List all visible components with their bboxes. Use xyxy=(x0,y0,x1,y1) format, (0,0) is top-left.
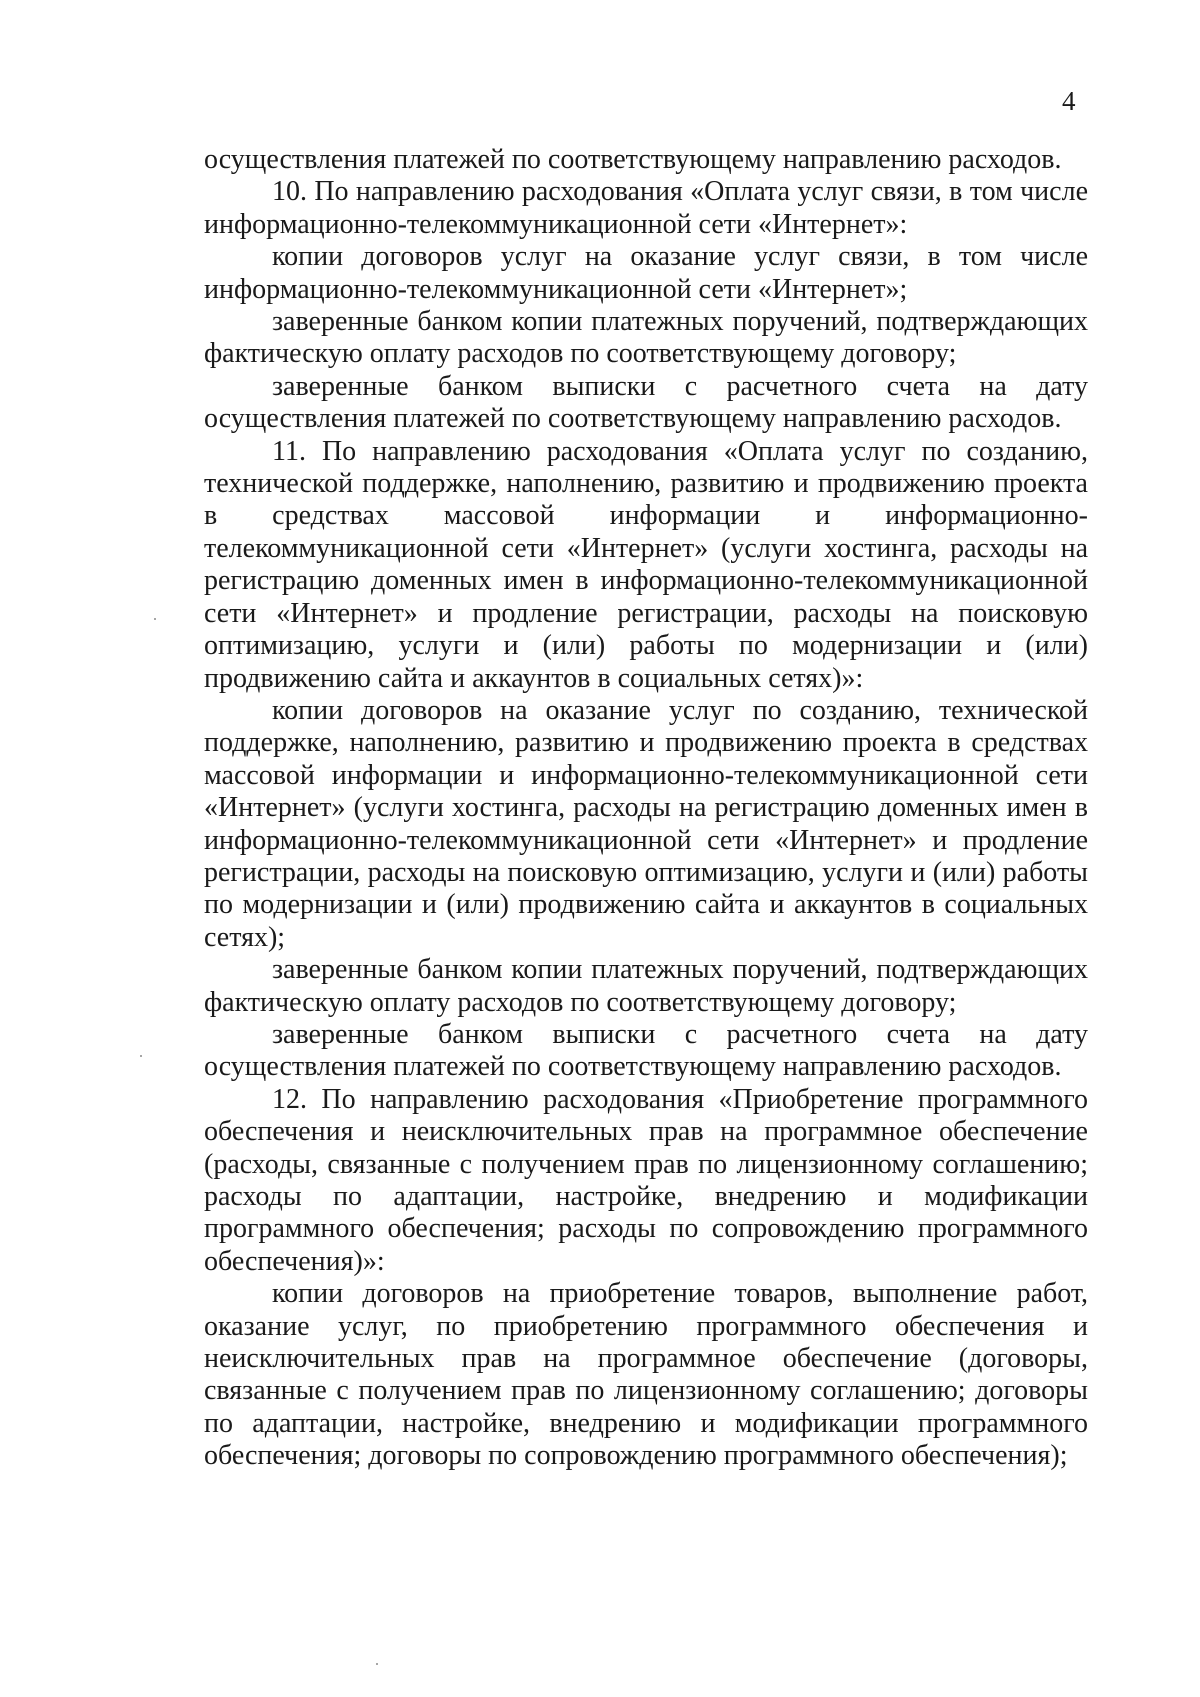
paragraph-item-10-payment-orders: заверенные банком копии платежных поручений, подтверждающих фактическую оплату расходов по соответствующему договору; xyxy=(204,306,1088,370)
paragraph-item-10-bank-statements: заверенные банком выписки с расчетного счета на дату осуществления платежей по соответствующему направлению расходов. xyxy=(204,370,1088,435)
paragraph-item-11-payment-orders: заверенные банком копии платежных поручений, подтверждающих фактическую оплату расходов по соответствующему договору; xyxy=(204,954,1088,1018)
paragraph-continuation: осуществления платежей по соответствующему направлению расходов. xyxy=(204,144,1062,175)
paragraph-item-11-contracts: копии договоров на оказание услуг по созданию, технической поддержке, наполнению, развитию и продвижению проекта в средствах массовой информации и информационно-телекоммуникационной сети «Интернет» (услуги хостинга, расходы на регистрацию доменных имен в информационно-телекоммуникационной сети «Интернет» и продление регистрации, расходы на поисковую оптимизацию, услуги и (или) работы по модернизации и (или) продвижению сайта и аккаунтов в социальных сетях); xyxy=(204,694,1088,953)
paragraph-item-12: 12. По направлению расходования «Приобретение программного обеспечения и неисключительных прав на программное обеспечение (расходы, связанные с получением прав по лицензионному соглашению; расходы по адаптации, настройке, внедрению и модификации программного обеспечения; расходы по сопровождению программного обеспечения)»: xyxy=(204,1083,1088,1277)
document-body xyxy=(204,144,1088,1473)
paragraph-item-12-contracts: копии договоров на приобретение товаров, выполнение работ, оказание услуг, по приобретению программного обеспечения и неисключительных прав на программное обеспечение (договоры, связанные с получением прав по лицензионному соглашению; договоры по адаптации, настройке, внедрению и модификации программного обеспечения; договоры по сопровождению программного обеспечения); xyxy=(204,1278,1088,1472)
scan-speck xyxy=(140,1055,142,1057)
paragraph-item-11-bank-statements: заверенные банком выписки с расчетного счета на дату осуществления платежей по соответствующему направлению расходов. xyxy=(204,1018,1088,1083)
paragraph-item-10: 10. По направлению расходования «Оплата услуг связи, в том числе информационно-телекоммуникационной сети «Интернет»: xyxy=(204,176,1088,240)
paragraph-item-10-contracts: копии договоров услуг на оказание услуг связи, в том числе информационно-телекоммуникационной сети «Интернет»; xyxy=(204,241,1088,305)
scan-speck xyxy=(376,1663,378,1665)
scan-speck xyxy=(154,618,156,620)
paragraph-item-11: 11. По направлению расходования «Оплата услуг по созданию, технической поддержке, наполнению, развитию и продвижению проекта в средствах массовой информации и информационно-телекоммуникационной сети «Интернет» (услуги хостинга, расходы на регистрацию доменных имен в информационно-телекоммуникационной сети «Интернет» и продление регистрации, расходы на поисковую оптимизацию, услуги и (или) работы по модернизации и (или) продвижению сайта и аккаунтов в социальных сетях)»: xyxy=(204,435,1088,694)
page-number: 4 xyxy=(1062,86,1076,116)
